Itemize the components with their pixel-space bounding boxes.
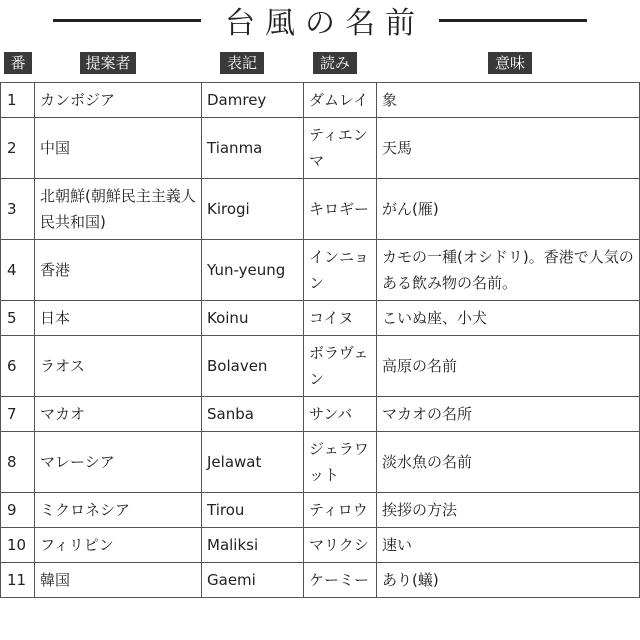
cell-reading: インニョン xyxy=(304,240,377,301)
cell-meaning: カモの一種(オシドリ)。香港で人気のある飲み物の名前。 xyxy=(377,240,640,301)
table-row xyxy=(1,301,640,336)
title-rule-left xyxy=(53,19,201,22)
cell-meaning: がん(雁) xyxy=(377,179,640,240)
cell-notation: Tirou xyxy=(202,493,304,528)
cell-reading: ジェラワット xyxy=(304,432,377,493)
column-headers xyxy=(0,52,640,76)
cell-proposer: マレーシア xyxy=(35,432,202,493)
page-title: 台風の名前 xyxy=(225,6,425,41)
cell-num: 1 xyxy=(1,83,35,118)
cell-proposer: 韓国 xyxy=(35,563,202,598)
cell-proposer: ラオス xyxy=(35,336,202,397)
table-row xyxy=(1,493,640,528)
header-reading: 読み xyxy=(313,52,357,74)
cell-notation: Maliksi xyxy=(202,528,304,563)
cell-notation: Kirogi xyxy=(202,179,304,240)
cell-notation: Bolaven xyxy=(202,336,304,397)
cell-notation: Koinu xyxy=(202,301,304,336)
table-row xyxy=(1,432,640,493)
cell-proposer: ミクロネシア xyxy=(35,493,202,528)
title-rule-right xyxy=(439,19,587,22)
cell-reading: キロギー xyxy=(304,179,377,240)
cell-reading: コイヌ xyxy=(304,301,377,336)
cell-notation: Tianma xyxy=(202,118,304,179)
table-row xyxy=(1,118,640,179)
cell-reading: ダムレイ xyxy=(304,83,377,118)
cell-num: 11 xyxy=(1,563,35,598)
cell-proposer: 香港 xyxy=(35,240,202,301)
cell-num: 4 xyxy=(1,240,35,301)
cell-reading: ボラヴェン xyxy=(304,336,377,397)
table-row xyxy=(1,336,640,397)
cell-reading: マリクシ xyxy=(304,528,377,563)
cell-proposer: 日本 xyxy=(35,301,202,336)
cell-meaning: 挨拶の方法 xyxy=(377,493,640,528)
table-body xyxy=(1,83,640,598)
cell-notation: Gaemi xyxy=(202,563,304,598)
cell-meaning: 高原の名前 xyxy=(377,336,640,397)
cell-meaning: 淡水魚の名前 xyxy=(377,432,640,493)
cell-proposer: 北朝鮮(朝鮮民主主義人民共和国) xyxy=(35,179,202,240)
table-row xyxy=(1,179,640,240)
cell-num: 3 xyxy=(1,179,35,240)
cell-num: 7 xyxy=(1,397,35,432)
cell-meaning: あり(蟻) xyxy=(377,563,640,598)
cell-num: 10 xyxy=(1,528,35,563)
cell-meaning: 速い xyxy=(377,528,640,563)
cell-notation: Jelawat xyxy=(202,432,304,493)
cell-num: 2 xyxy=(1,118,35,179)
header-proposer: 提案者 xyxy=(80,52,136,74)
cell-notation: Sanba xyxy=(202,397,304,432)
table-row xyxy=(1,528,640,563)
cell-num: 5 xyxy=(1,301,35,336)
cell-meaning: マカオの名所 xyxy=(377,397,640,432)
table-row xyxy=(1,397,640,432)
cell-num: 8 xyxy=(1,432,35,493)
cell-reading: ティエンマ xyxy=(304,118,377,179)
table-row xyxy=(1,83,640,118)
cell-proposer: 中国 xyxy=(35,118,202,179)
cell-meaning: 天馬 xyxy=(377,118,640,179)
cell-notation: Yun-yeung xyxy=(202,240,304,301)
cell-proposer: フィリピン xyxy=(35,528,202,563)
cell-proposer: マカオ xyxy=(35,397,202,432)
cell-num: 6 xyxy=(1,336,35,397)
header-notation: 表記 xyxy=(220,52,264,74)
cell-proposer: カンボジア xyxy=(35,83,202,118)
header-meaning: 意味 xyxy=(488,52,532,74)
cell-reading: ティロウ xyxy=(304,493,377,528)
cell-meaning: こいぬ座、小犬 xyxy=(377,301,640,336)
table-row xyxy=(1,563,640,598)
cell-notation: Damrey xyxy=(202,83,304,118)
typhoon-names-table xyxy=(0,82,640,598)
cell-num: 9 xyxy=(1,493,35,528)
title-row xyxy=(0,0,640,40)
header-num: 番 xyxy=(4,52,32,74)
table-row xyxy=(1,240,640,301)
cell-meaning: 象 xyxy=(377,83,640,118)
cell-reading: ケーミー xyxy=(304,563,377,598)
cell-reading: サンバ xyxy=(304,397,377,432)
